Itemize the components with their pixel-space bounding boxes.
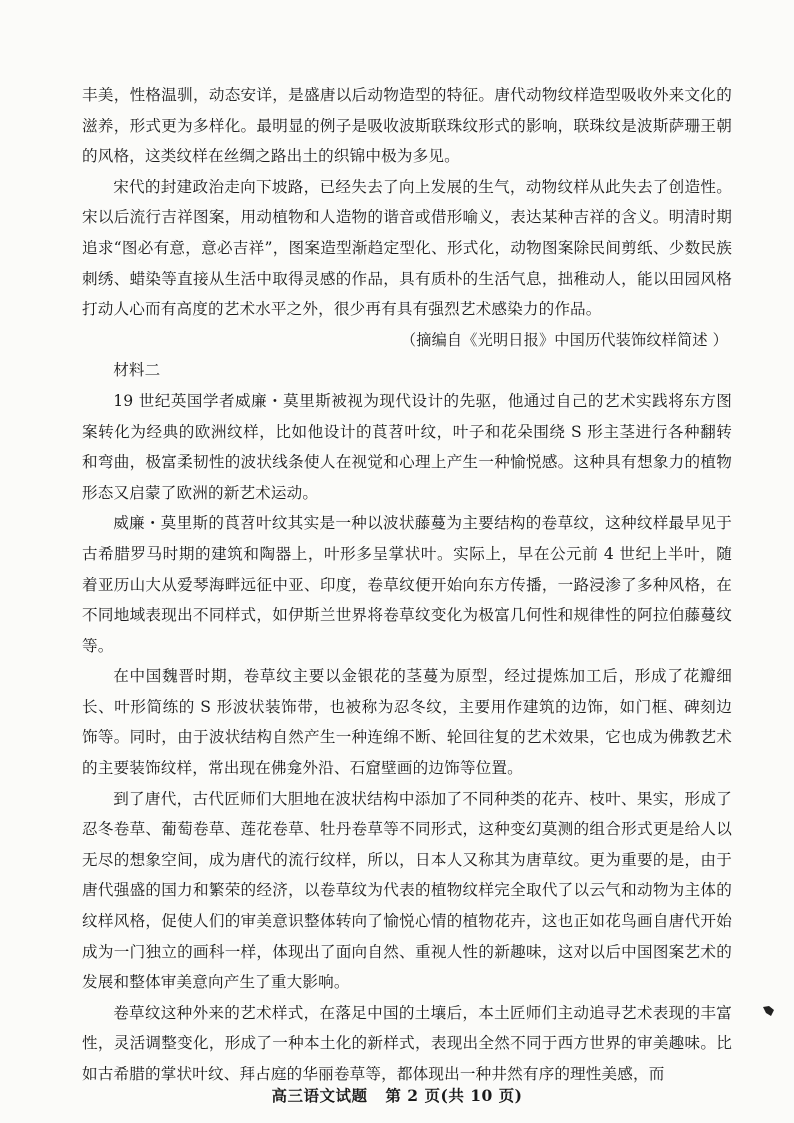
paragraph-morris: 19 世纪英国学者威廉・莫里斯被视为现代设计的先驱，他通过自己的艺术实践将东方图案转化为经典的欧洲纹样，比如他设计的莨苕叶纹，叶子和花朵围绕 S 形主茎进行各种翻转和弯曲，极富柔韧性的波状线条使人在视觉和心理上产生一种愉悦感。这种具有想象力的植物形态又启蒙了欧洲的新艺术运动。 [82, 391, 732, 502]
paragraph-wei-jin: 在中国魏晋时期，卷草纹主要以金银花的茎蔓为原型，经过提炼加工后，形成了花瓣细长、叶形简练的 S 形波状装饰带，也被称为忍冬纹，主要用作建筑的边饰，如门框、碑刻边饰等。同时，由于波状结构自然产生一种连绵不断、轮回往复的艺术效果，它也成为佛教艺术的主要装饰纹样，常出现在佛龛外沿、石窟壁画的边饰等位置。 [82, 667, 732, 778]
paragraph-tang-dynasty: 到了唐代，古代匠师们大胆地在波状结构中添加了不同种类的花卉、枝叶、果实，形成了忍冬卷草、葡萄卷草、莲花卷草、牡丹卷草等不同形式，这种变幻莫测的组合形式更是给人以无尽的想象空间，成为唐代的流行纹样，所以，日本人又称其为唐草纹。更为重要的是，由于唐代强盛的国力和繁荣的经济，以卷草纹为代表的植物纹样完全取代了以云气和动物为主体的纹样风格，促使人们的审美意识整体转向了愉悦心情的植物花卉，这也正如花鸟画自唐代开始成为一门独立的画科一样，体现出了面向自然、重视人性的新趣味，这对以后中国图案艺术的发展和整体审美意向产生了重大影响。 [82, 789, 732, 992]
footer-page-number: 第 2 页(共 10 页) [385, 1086, 523, 1105]
page-footer [0, 1084, 794, 1106]
section-heading-material-two: 材料二 [113, 361, 161, 380]
source-citation: （摘编自《光明日报》中国历代装饰纹样简述 ） [400, 330, 728, 349]
paragraph-localization: 卷草纹这种外来的艺术样式，在落足中国的土壤后，本土匠师们主动追寻艺术表现的丰富性，灵活调整变化，形成了一种本土化的新样式，表现出全然不同于西方世界的审美趣味。比如古希腊的掌状叶纹、拜占庭的华丽卷草等，都体现出一种井然有序的理性美感，而 [82, 1003, 732, 1083]
paragraph-song-dynasty: 宋代的封建政治走向下坡路，已经失去了向上发展的生气，动物纹样从此失去了创造性。宋以后流行吉祥图案，用动植物和人造物的谐音或借形喻义，表达某种吉祥的含义。明清时期追求“图必有意，意必吉祥”，图案造型渐趋定型化、形式化，动物图案除民间剪纸、少数民族刺绣、蜡染等直接从生活中取得灵感的作品，具有质朴的生活气息，拙稚动人，能以田园风格打动人心而有高度的艺术水平之外，很少再有具有强烈艺术感染力的作品。 [82, 177, 732, 319]
footer-title: 高三语文试题 [271, 1086, 368, 1105]
paragraph-continued: 丰美，性格温驯，动态安详，是盛唐以后动物造型的特征。唐代动物纹样造型吸收外来文化的滋养，形式更为多样化。最明显的例子是吸收波斯联珠纹形式的影响，联珠纹是波斯萨珊王朝的风格，这类纹样在丝绸之路出土的织锦中极为多见。 [82, 86, 732, 166]
page-content [82, 80, 732, 1090]
scan-mark-icon [762, 1004, 776, 1018]
paragraph-acanthus: 威廉・莫里斯的莨苕叶纹其实是一种以波状藤蔓为主要结构的卷草纹，这种纹样最早见于古希腊罗马时期的建筑和陶器上，叶形多呈掌状叶。实际上，早在公元前 4 世纪上半叶，随着亚历山大从爱琴海畔远征中亚、印度，卷草纹便开始向东方传播，一路浸渗了多种风格，在不同地域表现出不同样式，如伊斯兰世界将卷草纹变化为极富几何性和规律性的阿拉伯藤蔓纹等。 [82, 514, 732, 655]
